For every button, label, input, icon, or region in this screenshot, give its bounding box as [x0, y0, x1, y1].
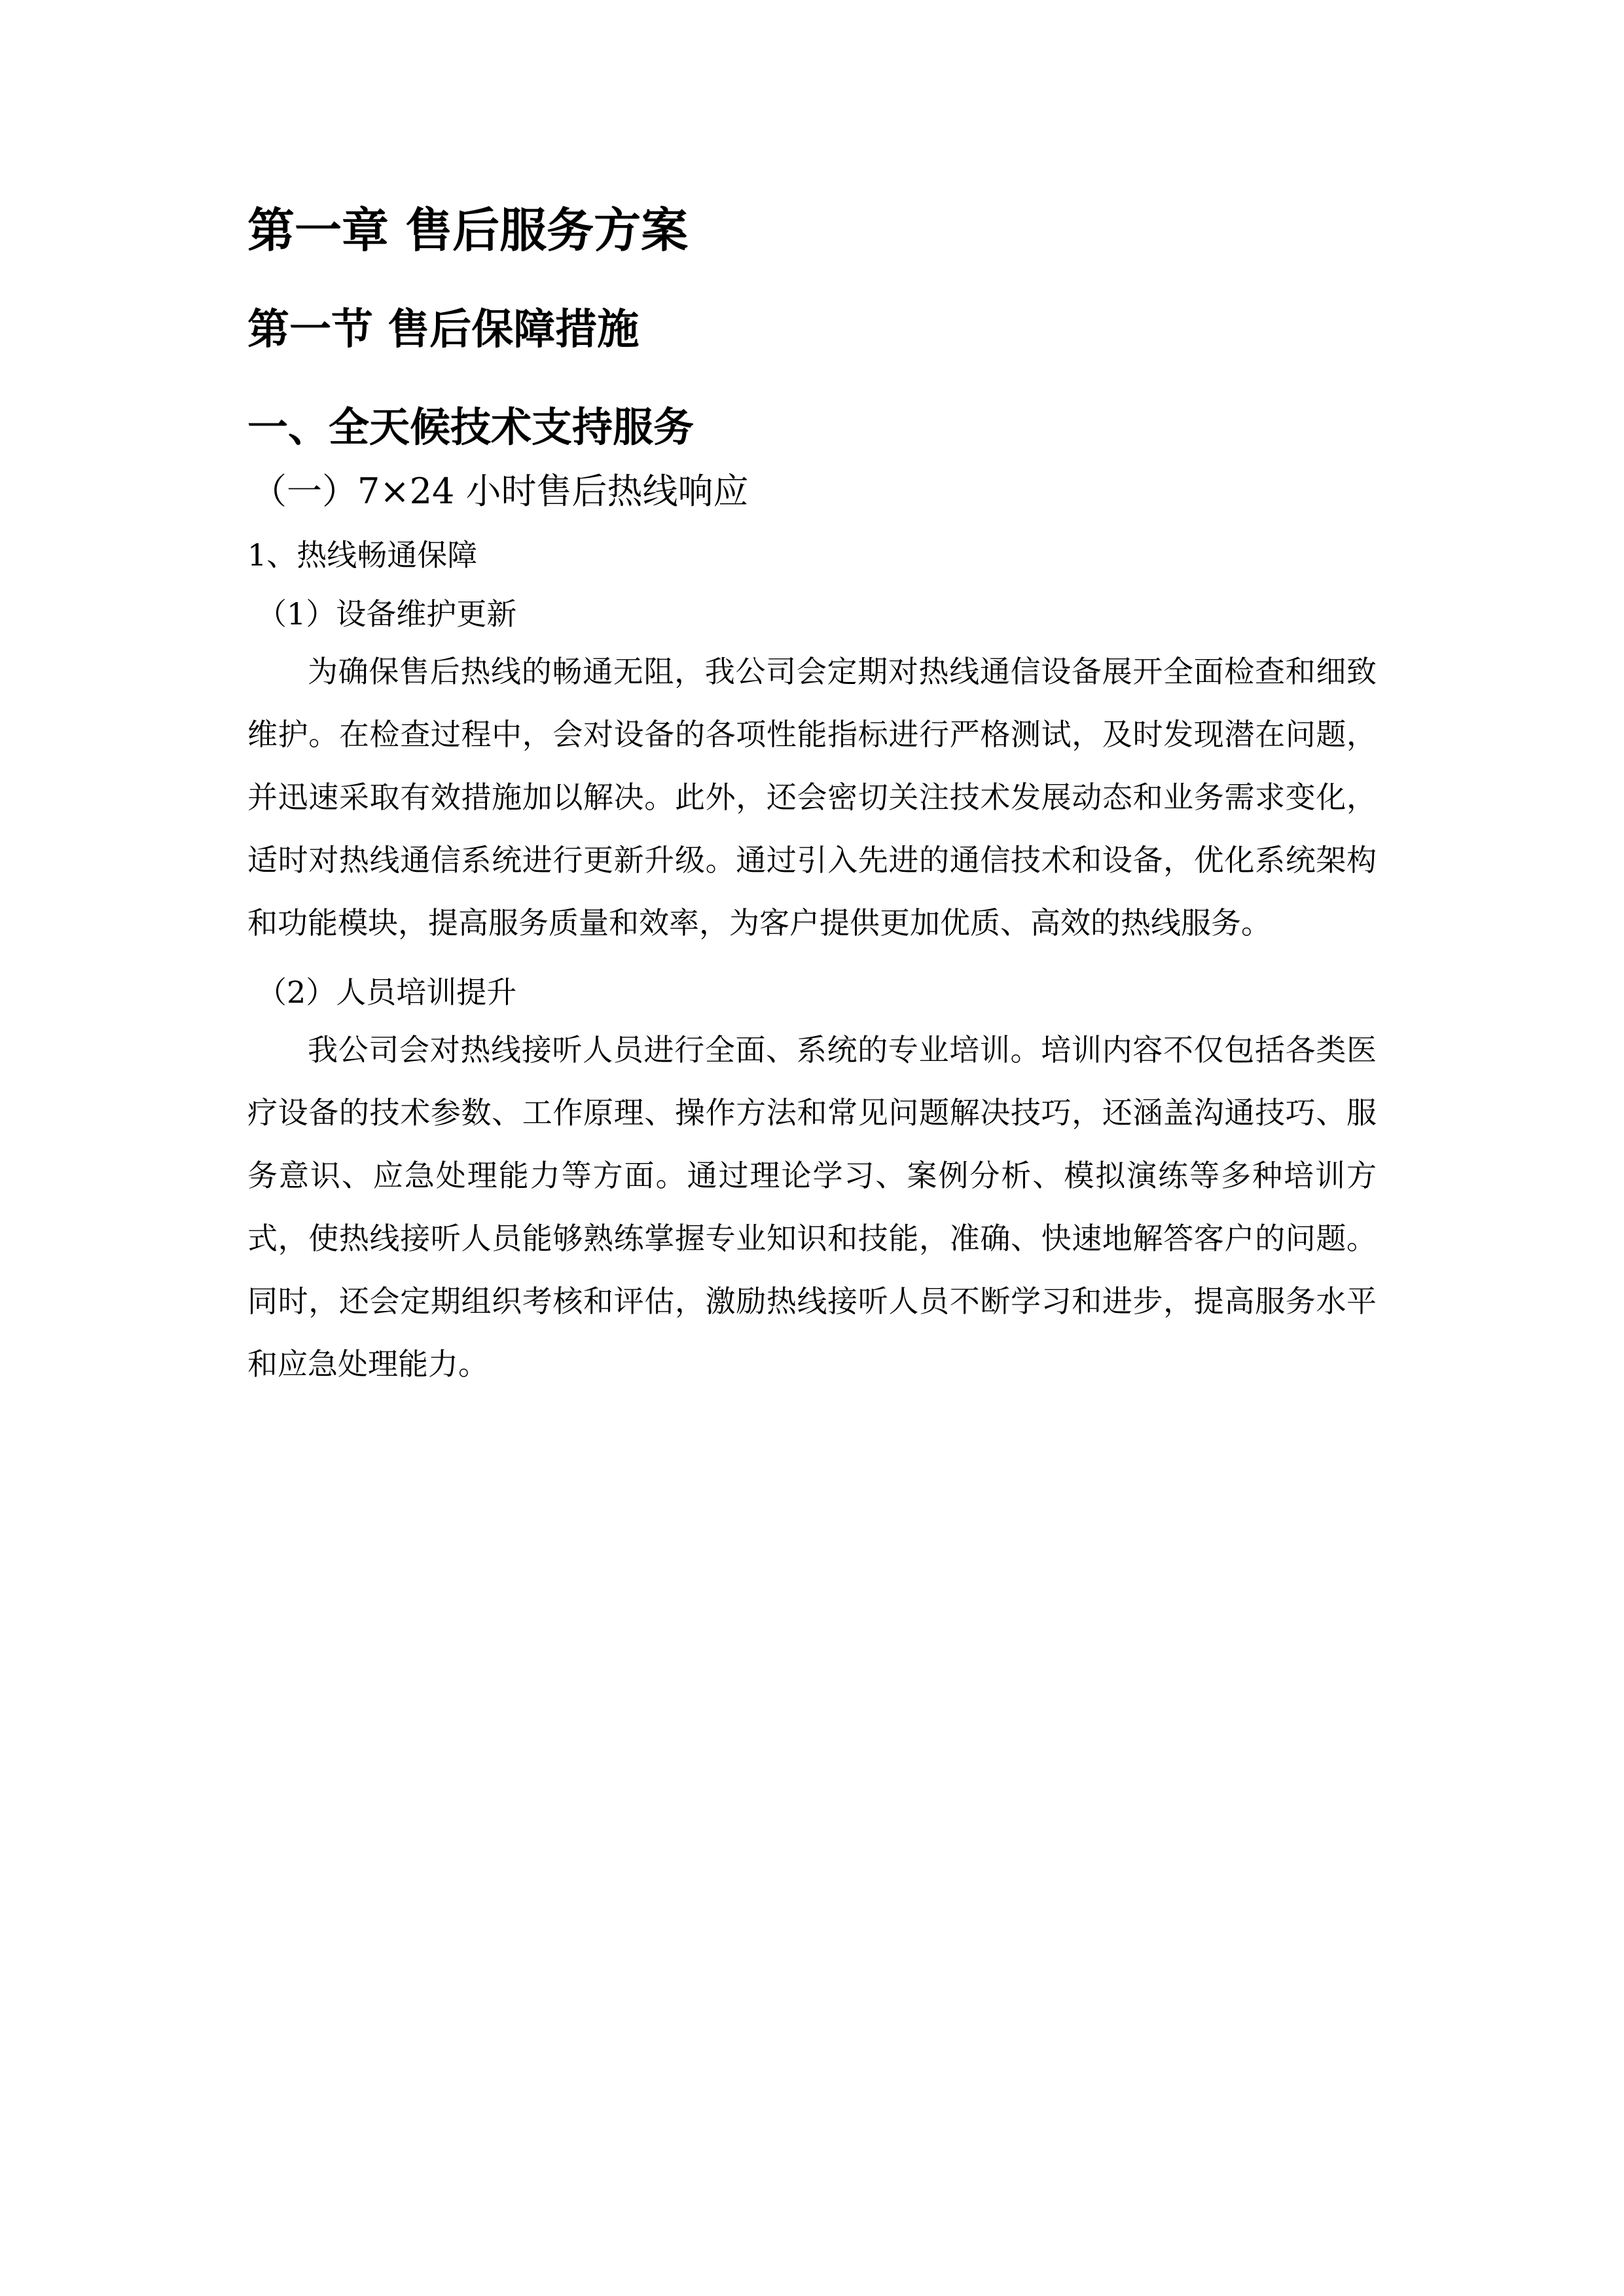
point-title: 1、热线畅通保障 — [247, 537, 478, 573]
section-title: 第一节 售后保障措施 — [247, 306, 640, 354]
paragraph-equipment-maintenance: 为确保售后热线的畅通无阻，我公司会定期对热线通信设备展开全面检查和细致维护。在检查过程中，会对设备的各项性能指标进行严格测试，及时发现潜在问题，并迅速采取有效措施加以解决。此外，还会密切关注技术发展动态和业务需求变化，适时对热线通信系统进行更新升级。通过引入先进的通信技术和设备，优化系统架构和功能模块，提高服务质量和效率，为客户提供更加优质、高效的热线服务。 — [247, 654, 1377, 941]
document-body — [247, 196, 1377, 1395]
item-title: （一）7×24 小时售后热线响应 — [251, 471, 749, 512]
subpoint-title-equipment-maintenance: （1）设备维护更新 — [257, 596, 517, 632]
chapter-title: 第一章 售后服务方案 — [247, 203, 689, 258]
paragraph-staff-training: 我公司会对热线接听人员进行全面、系统的专业培训。培训内容不仅包括各类医疗设备的技术参数、工作原理、操作方法和常见问题解决技巧，还涵盖沟通技巧、服务意识、应急处理能力等方面。通过理论学习、案例分析、模拟演练等多种培训方式，使热线接听人员能够熟练掌握专业知识和技能，准确、快速地解答客户的问题。同时，还会定期组织考核和评估，激励热线接听人员不断学习和进步，提高服务水平和应急处理能力。 — [247, 1032, 1377, 1382]
subpoint-title-staff-training: （2）人员培训提升 — [257, 975, 517, 1010]
subsection-title: 一、全天候技术支持服务 — [247, 403, 695, 451]
